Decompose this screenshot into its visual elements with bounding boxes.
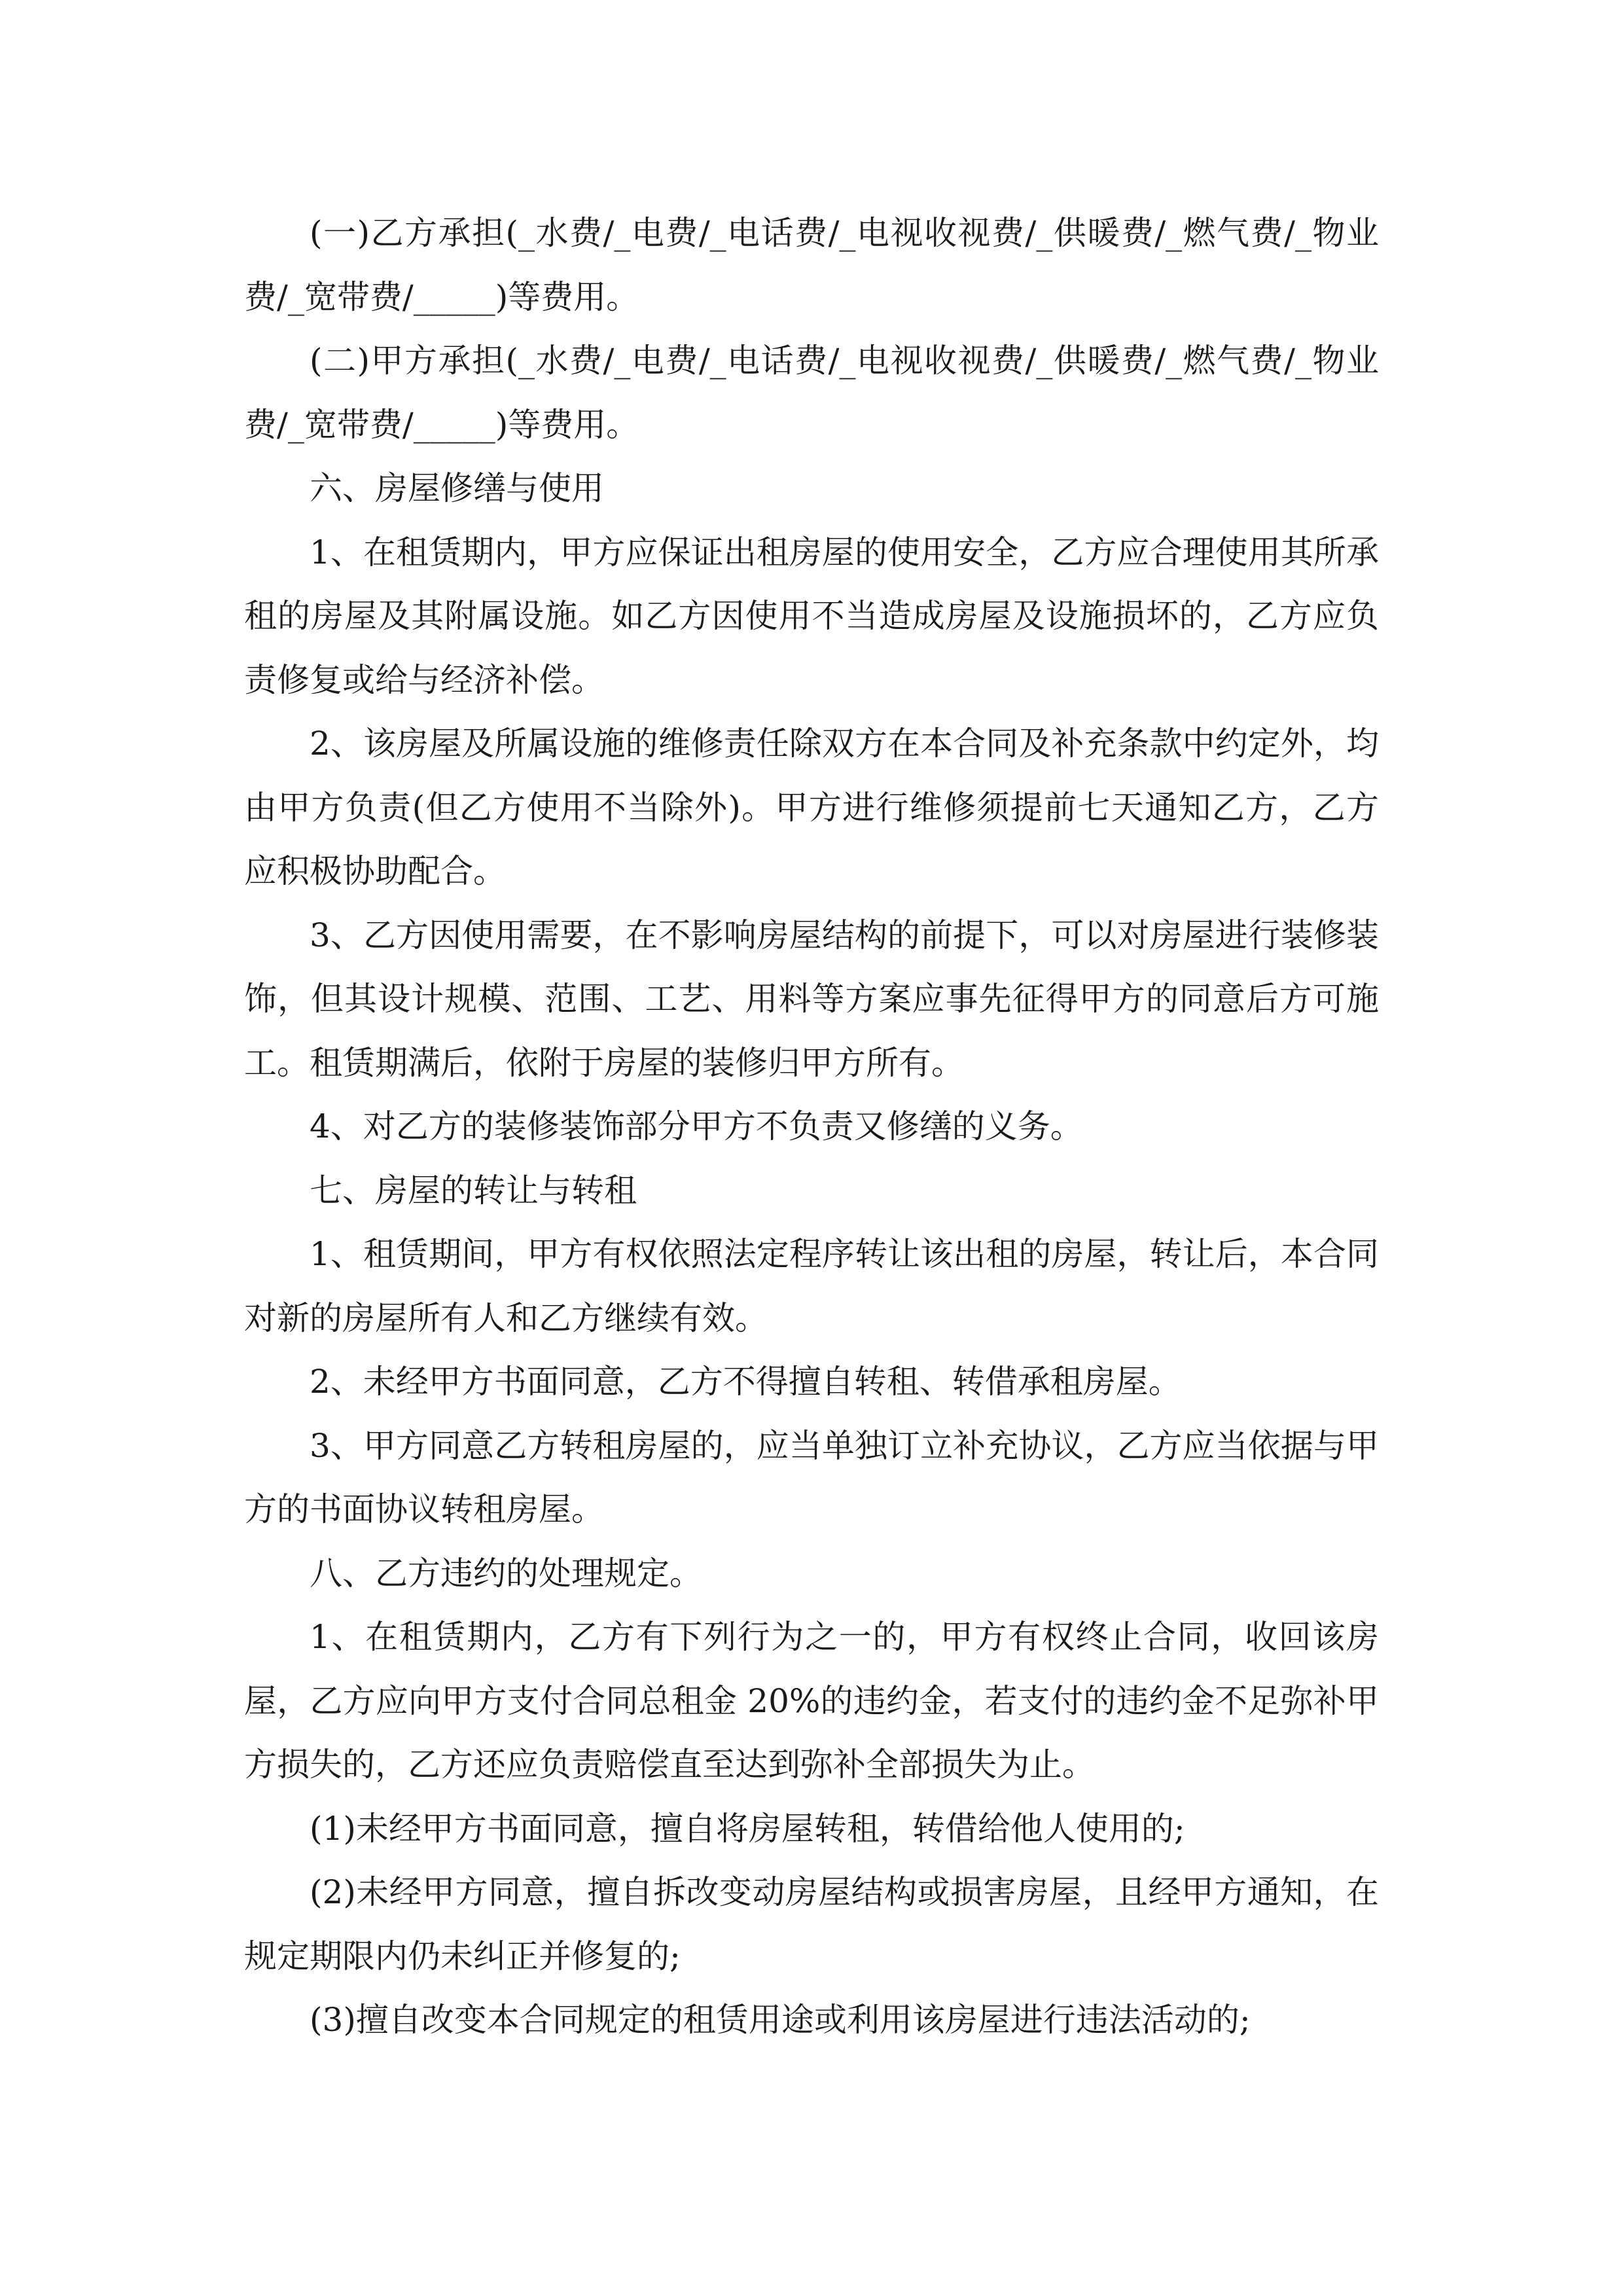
paragraph-fee-landlord: (二)甲方承担(_水费/_电费/_电话费/_电视收视费/_供暖费/_燃气费/_物业费/_宽带费/_____)等费用。 bbox=[244, 342, 1379, 444]
paragraph-repair-2: 2、该房屋及所属设施的维修责任除双方在本合同及补充条款中约定外，均由甲方负责(但乙方使用不当除外)。甲方进行维修须提前七天通知乙方，乙方应积极协助配合。 bbox=[244, 725, 1379, 890]
paragraph-breach-item-2: (2)未经甲方同意，擅自拆改变动房屋结构或损害房屋，且经甲方通知，在规定期限内仍未纠正并修复的; bbox=[244, 1873, 1379, 1975]
paragraph-repair-3: 3、乙方因使用需要，在不影响房屋结构的前提下，可以对房屋进行装修装饰，但其设计规模、范围、工艺、用料等方案应事先征得甲方的同意后方可施工。租赁期满后，依附于房屋的装修归甲方所有。 bbox=[244, 916, 1379, 1082]
paragraph-breach-item-1: (1)未经甲方书面同意，擅自将房屋转租，转借给他人使用的; bbox=[310, 1809, 1185, 1848]
paragraph-transfer-2: 2、未经甲方书面同意，乙方不得擅自转租、转借承租房屋。 bbox=[310, 1363, 1181, 1401]
paragraph-repair-1: 1、在租赁期内，甲方应保证出租房屋的使用安全，乙方应合理使用其所承租的房屋及其附属设施。如乙方因使用不当造成房屋及设施损坏的，乙方应负责修复或给与经济补偿。 bbox=[244, 533, 1379, 699]
paragraph-transfer-3: 3、甲方同意乙方转租房屋的，应当单独订立补充协议，乙方应当依据与甲方的书面协议转租房屋。 bbox=[244, 1426, 1379, 1528]
paragraph-transfer-1: 1、租赁期间，甲方有权依照法定程序转让该出租的房屋，转让后，本合同对新的房屋所有人和乙方继续有效。 bbox=[244, 1235, 1379, 1337]
section-heading-repair: 六、房屋修缮与使用 bbox=[310, 469, 604, 507]
paragraph-repair-4: 4、对乙方的装修装饰部分甲方不负责又修缮的义务。 bbox=[310, 1107, 1083, 1145]
paragraph-fee-tenant: (一)乙方承担(_水费/_电费/_电话费/_电视收视费/_供暖费/_燃气费/_物业费/_宽带费/_____)等费用。 bbox=[244, 214, 1379, 316]
section-heading-transfer: 七、房屋的转让与转租 bbox=[310, 1171, 637, 1210]
paragraph-breach-item-3: (3)擅自改变本合同规定的租赁用途或利用该房屋进行违法活动的; bbox=[310, 2001, 1251, 2039]
section-heading-breach: 八、乙方违约的处理规定。 bbox=[310, 1554, 702, 1592]
paragraph-breach-1: 1、在租赁期内，乙方有下列行为之一的，甲方有权终止合同，收回该房屋，乙方应向甲方支付合同总租金 20%的违约金，若支付的违约金不足弥补甲方损失的，乙方还应负责赔偿直至达到弥补全部损失为止。 bbox=[244, 1618, 1379, 1784]
